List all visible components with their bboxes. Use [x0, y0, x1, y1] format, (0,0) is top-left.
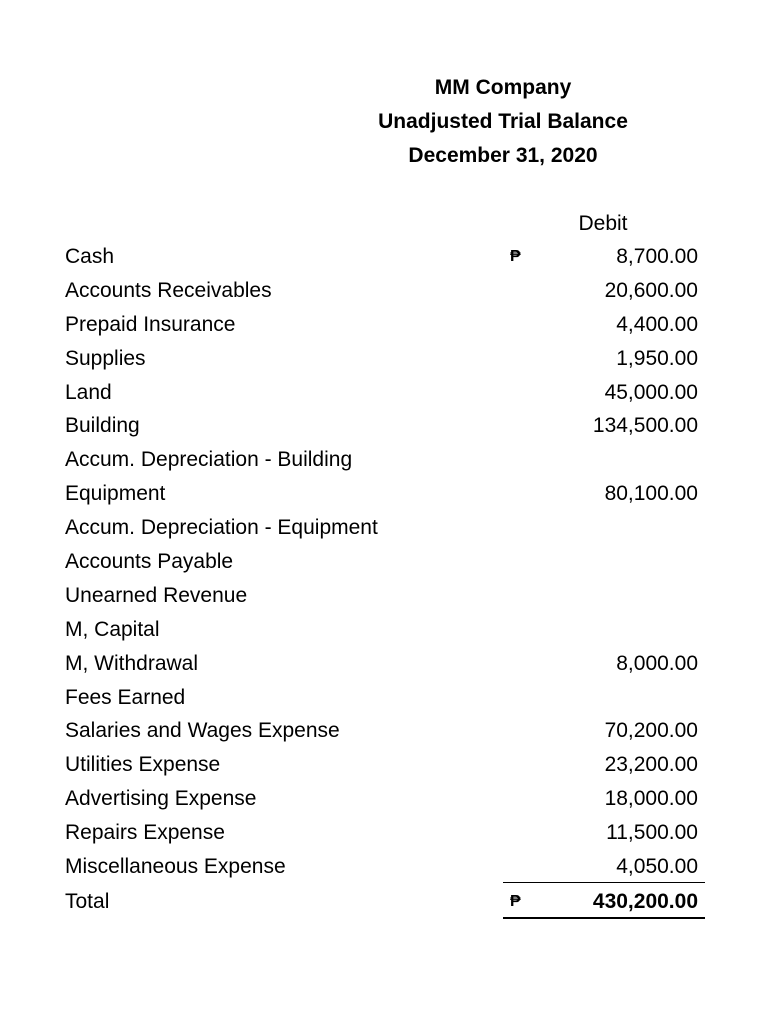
account-name: Accounts Receivables: [65, 278, 272, 302]
account-name: Land: [65, 380, 112, 404]
debit-amount: 1,950.00: [616, 346, 698, 370]
account-name: Supplies: [65, 346, 146, 370]
account-row: [0, 681, 768, 715]
account-name: Building: [65, 414, 140, 438]
debit-amount: 4,400.00: [616, 312, 698, 336]
account-name: Salaries and Wages Expense: [65, 719, 340, 743]
company-name: MM Company: [434, 76, 572, 99]
report-title: Unadjusted Trial Balance: [378, 110, 628, 133]
account-row: [0, 613, 768, 647]
total-row: [0, 884, 768, 920]
account-name: Miscellaneous Expense: [65, 855, 286, 879]
debit-amount: 11,500.00: [606, 821, 698, 845]
account-row: [0, 376, 768, 410]
debit-amount: 8,700.00: [616, 245, 698, 268]
account-list: [0, 240, 768, 884]
account-row: [0, 274, 768, 308]
account-name: Fees Earned: [65, 685, 186, 709]
account-name: M, Withdrawal: [65, 651, 199, 675]
account-row: [0, 443, 768, 477]
debit-amount: 18,000.00: [604, 787, 698, 811]
total-rule-single: [503, 882, 705, 883]
account-name: Advertising Expense: [65, 787, 257, 811]
account-row: [0, 545, 768, 579]
debit-column-label: Debit: [578, 212, 628, 235]
account-row: [0, 850, 768, 884]
account-name: Equipment: [65, 482, 166, 506]
debit-column-header: [503, 208, 705, 240]
account-row: [0, 714, 768, 748]
account-name: Cash: [65, 245, 115, 268]
debit-amount: 134,500.00: [592, 414, 698, 438]
account-row: [0, 511, 768, 545]
debit-amount: 4,050.00: [616, 855, 698, 879]
account-row: [0, 240, 768, 274]
debit-amount: 23,200.00: [604, 753, 698, 777]
account-row: [0, 477, 768, 511]
total-amount: 430,200.00: [592, 890, 698, 913]
account-name: Utilities Expense: [65, 753, 221, 777]
total-currency-symbol: ₱: [510, 893, 521, 910]
account-row: [0, 579, 768, 613]
account-row: [0, 816, 768, 850]
total-rule-double: [503, 917, 705, 919]
account-row: [0, 342, 768, 376]
account-row: [0, 647, 768, 681]
account-row: [0, 308, 768, 342]
currency-symbol: ₱: [510, 248, 521, 265]
account-name: M, Capital: [65, 617, 160, 641]
account-name: Accum. Depreciation - Building: [65, 448, 353, 472]
debit-amount: 70,200.00: [604, 719, 698, 743]
account-row: [0, 748, 768, 782]
debit-amount: 80,100.00: [604, 482, 698, 506]
account-name: Repairs Expense: [65, 821, 225, 845]
account-name: Accounts Payable: [65, 550, 234, 574]
account-name: Unearned Revenue: [65, 583, 248, 607]
debit-amount: 8,000.00: [616, 651, 698, 675]
account-name: Prepaid Insurance: [65, 312, 236, 336]
account-row: [0, 409, 768, 443]
debit-amount: 20,600.00: [604, 278, 698, 302]
account-row: [0, 782, 768, 816]
total-label: Total: [65, 890, 110, 913]
debit-amount: 45,000.00: [604, 380, 698, 404]
account-name: Accum. Depreciation - Equipment: [65, 516, 378, 540]
report-date: December 31, 2020: [408, 144, 598, 167]
